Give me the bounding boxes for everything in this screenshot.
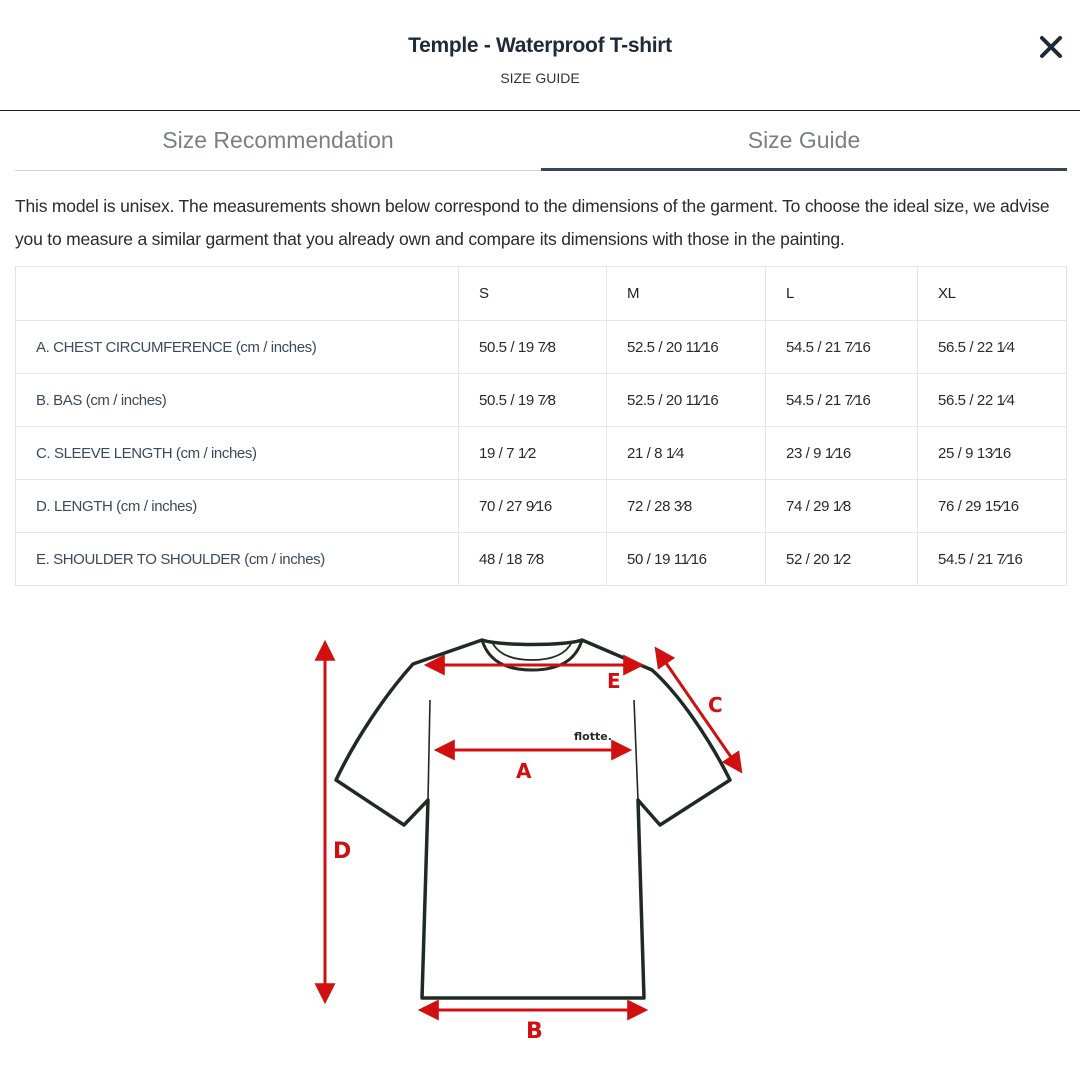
table-cell: 19 / 7 1⁄2 <box>459 427 607 480</box>
table-header-cell: M <box>607 267 766 321</box>
intro-text: This model is unisex. The measurements shown below correspond to the dimensions of the garment. To choose the ideal size, we advise you to measure a similar garment that you already own and compare its dimensions with those in the painting. <box>15 196 1050 249</box>
table-header-cell: XL <box>918 267 1067 321</box>
table-cell: 52.5 / 20 11⁄16 <box>607 374 766 427</box>
label-b: B <box>526 1019 543 1044</box>
table-header-cell <box>16 267 459 321</box>
table-cell: 48 / 18 7⁄8 <box>459 533 607 586</box>
label-d: D <box>333 839 352 864</box>
table-cell: 21 / 8 1⁄4 <box>607 427 766 480</box>
label-a: A <box>516 759 532 783</box>
table-cell: 74 / 29 1⁄8 <box>766 480 918 533</box>
close-button[interactable] <box>1034 30 1068 64</box>
size-guide-subtitle: SIZE GUIDE <box>500 70 580 86</box>
table-row <box>16 321 1067 374</box>
tab-size-recommendation[interactable]: Size Recommendation <box>162 127 394 153</box>
tshirt-measurement-diagram <box>300 620 760 1050</box>
table-cell: 56.5 / 22 1⁄4 <box>918 321 1067 374</box>
brand-logo: flotte. <box>574 730 612 743</box>
table-row <box>16 480 1067 533</box>
table-cell: 54.5 / 21 7⁄16 <box>918 533 1067 586</box>
row-label: B. BAS (cm / inches) <box>16 374 459 427</box>
label-e: E <box>607 669 621 693</box>
row-label: C. SLEEVE LENGTH (cm / inches) <box>16 427 459 480</box>
table-cell: 54.5 / 21 7⁄16 <box>766 321 918 374</box>
table-cell: 23 / 9 1⁄16 <box>766 427 918 480</box>
table-cell: 52.5 / 20 11⁄16 <box>607 321 766 374</box>
table-cell: 72 / 28 3⁄8 <box>607 480 766 533</box>
tab-size-guide[interactable]: Size Guide <box>541 112 1067 171</box>
table-header-cell: L <box>766 267 918 321</box>
table-cell: 50.5 / 19 7⁄8 <box>459 374 607 427</box>
table-cell: 25 / 9 13⁄16 <box>918 427 1067 480</box>
table-cell: 54.5 / 21 7⁄16 <box>766 374 918 427</box>
size-table <box>15 266 1067 586</box>
tab-bar <box>15 112 1067 171</box>
tshirt-diagram-svg <box>300 620 760 1050</box>
close-icon <box>1034 30 1068 64</box>
table-row <box>16 533 1067 586</box>
row-label: D. LENGTH (cm / inches) <box>16 480 459 533</box>
table-cell: 50 / 19 11⁄16 <box>607 533 766 586</box>
table-header-cell: S <box>459 267 607 321</box>
tshirt-outline <box>336 640 730 998</box>
row-label: A. CHEST CIRCUMFERENCE (cm / inches) <box>16 321 459 374</box>
table-cell: 50.5 / 19 7⁄8 <box>459 321 607 374</box>
table-row <box>16 427 1067 480</box>
table-cell: 70 / 27 9⁄16 <box>459 480 607 533</box>
table-cell: 76 / 29 15⁄16 <box>918 480 1067 533</box>
table-cell: 52 / 20 1⁄2 <box>766 533 918 586</box>
label-c: C <box>708 693 723 717</box>
table-cell: 56.5 / 22 1⁄4 <box>918 374 1067 427</box>
product-title: Temple - Waterproof T-shirt <box>408 34 672 57</box>
table-header-row <box>16 267 1067 321</box>
table-row <box>16 374 1067 427</box>
modal-header <box>0 0 1080 111</box>
row-label: E. SHOULDER TO SHOULDER (cm / inches) <box>16 533 459 586</box>
